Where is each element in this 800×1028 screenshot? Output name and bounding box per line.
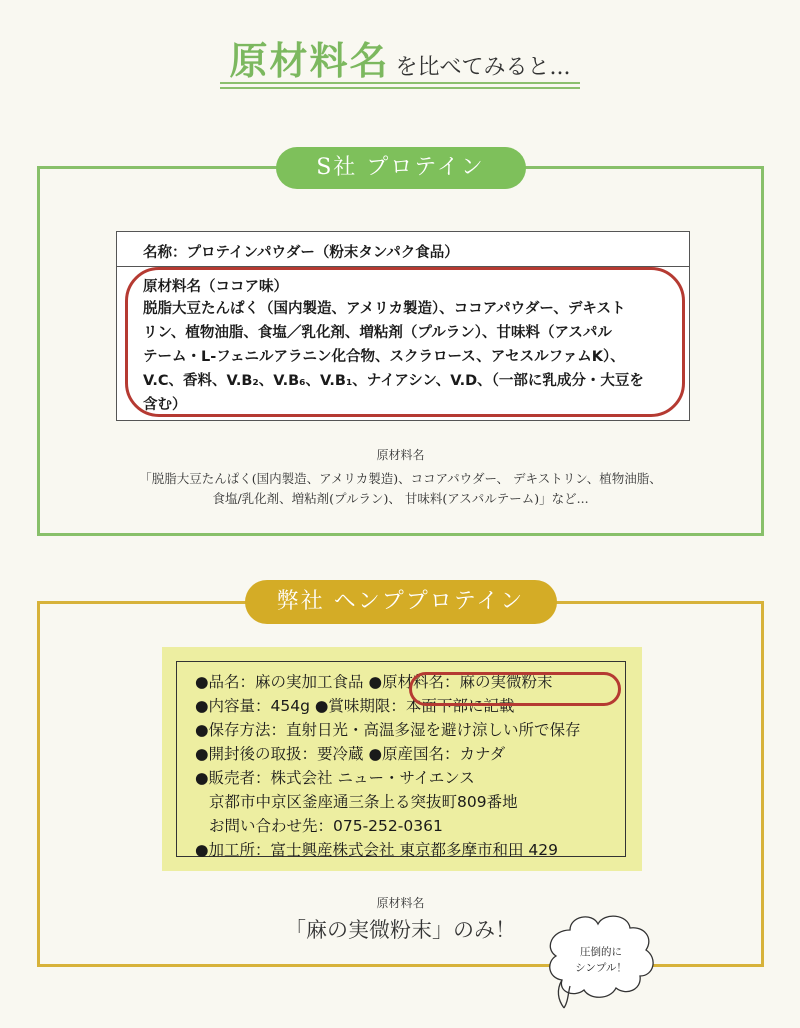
hemp-label-highlight-oval (409, 672, 621, 706)
s-company-product-label (116, 231, 690, 421)
s-label-highlight-oval (125, 267, 685, 417)
bubble-text: 圧倒的に (580, 946, 622, 958)
s-label-line: 含む） (143, 397, 187, 413)
s-label-line: リン、植物油脂、食塩／乳化剤、増粘剤（プルラン）、甘味料（アスパル (143, 325, 612, 341)
s-caption-line: 食塩/乳化剤、増粘剤(プルラン)、 甘味料(アスパルテーム)」など... (212, 491, 589, 506)
s-company-section (37, 155, 764, 536)
s-label-ingredients-heading: 原材料名（ココア味） (143, 279, 288, 295)
hemp-label-row: ●開封後の取扱：要冷蔵 ●原産国名：カナダ (195, 745, 506, 763)
s-label-product-name: 名称：プロテインパウダー（粉末タンパク食品） (143, 245, 459, 261)
heading-title-rest: を比べてみると... (395, 55, 571, 80)
page-heading (0, 30, 800, 85)
hemp-label-row: 京都市中京区釜座通三条上る突抜町809番地 (209, 793, 518, 811)
hemp-label-row: ●保存方法：直射日光・高温多湿を避け涼しい所で保存 (195, 721, 581, 739)
hemp-caption-main: 「麻の実微粉末」のみ！ (285, 918, 516, 942)
hemp-label-row: お問い合わせ先：075-252-0361 (209, 817, 443, 835)
hemp-label-row: ●内容量：454g ●賞味期限：本面下部に記載 (195, 697, 515, 715)
hemp-label-row: ●品名：麻の実加工食品 ●原材料名：麻の実微粉末 (195, 673, 553, 691)
s-label-line: V.C、香料、V.B₂、V.B₆、V.B₁、ナイアシン、V.D、（一部に乳成分・大豆を (143, 373, 644, 389)
bubble-text: シンプル！ (575, 962, 627, 974)
s-caption-line: 「脱脂大豆たんぱく(国内製造、アメリカ製造)、ココアパウダー、 デキストリン、植物油脂、 (139, 471, 662, 486)
heading-underline (220, 82, 580, 89)
hemp-caption-title: 原材料名 (376, 896, 425, 910)
hemp-label-row: ●加工所：富士興産株式会社 東京都多摩市和田 429 (195, 841, 558, 859)
hemp-label-row: ●販売者：株式会社 ニュー・サイエンス (195, 769, 475, 787)
simple-speech-bubble (540, 908, 662, 1012)
hemp-label-frame (176, 661, 626, 857)
heading-title-main: 原材料名 (229, 38, 390, 83)
s-company-badge: S社 プロテイン (276, 147, 526, 189)
s-label-line: 脱脂大豆たんぱく（国内製造、アメリカ製造）、ココアパウダー、デキスト (143, 301, 626, 317)
our-company-badge: 弊社 ヘンププロテイン (245, 580, 557, 624)
s-label-line: テーム・L-フェニルアラニン化合物、スクラロース、アセスルファムK）、 (143, 349, 625, 365)
hemp-product-label (162, 647, 642, 871)
s-caption-title: 原材料名 (376, 448, 425, 462)
